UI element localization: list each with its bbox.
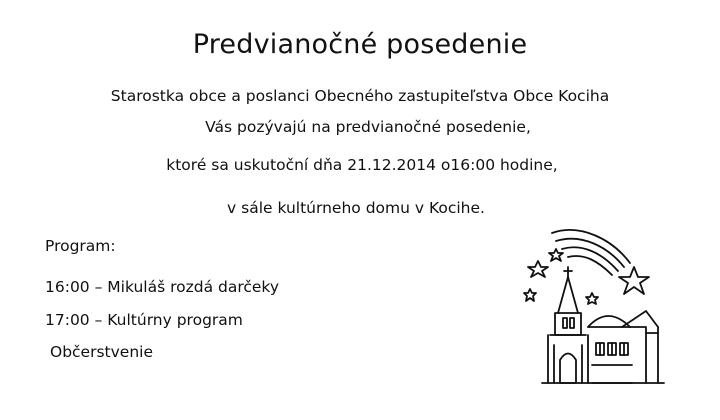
church-star-icon <box>520 215 670 390</box>
program-item-mikulas: 16:00 – Mikuláš rozdá darčeky <box>45 278 280 296</box>
document-title: Predvianočné posedenie <box>192 29 528 60</box>
intro-line-venue: v sále kultúrneho domu v Kocihe. <box>227 199 485 217</box>
program-heading: Program: <box>45 237 116 255</box>
intro-line-organizers: Starostka obce a poslanci Obecného zastupiteľstva Obce Kociha <box>110 87 610 105</box>
program-item-refreshments: Občerstvenie <box>50 343 153 361</box>
intro-line-date-time: ktoré sa uskutoční dňa 21.12.2014 o16:00 hodine, <box>166 156 558 174</box>
intro-line-invitation: Vás pozývajú na predvianočné posedenie, <box>205 118 531 136</box>
program-item-cultural-program: 17:00 – Kultúrny program <box>45 311 243 329</box>
